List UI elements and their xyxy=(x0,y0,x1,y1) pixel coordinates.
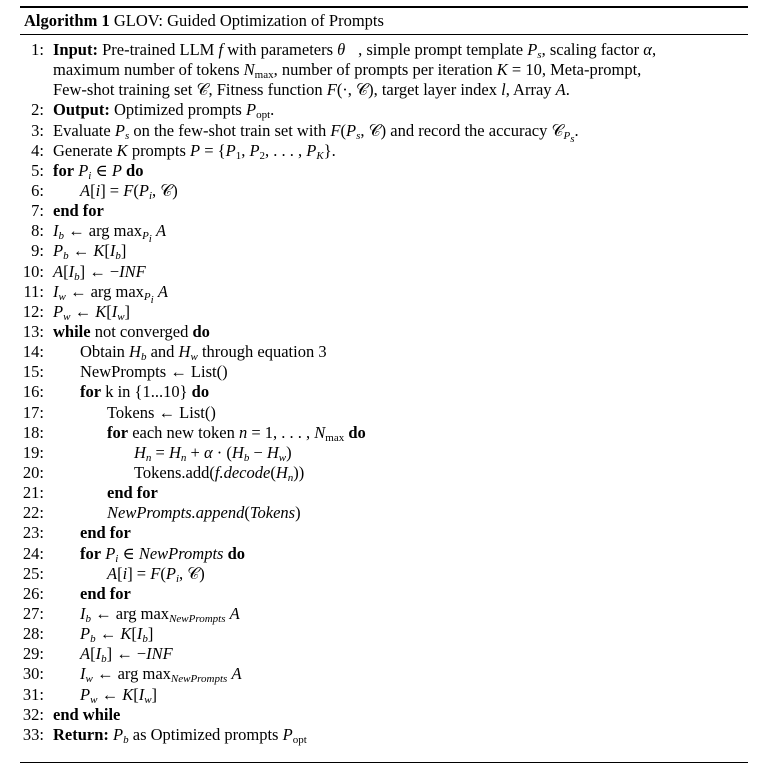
line-content: $Tokens.add(f.decode(H_n))$ xyxy=(134,462,305,484)
algorithm-line xyxy=(0,523,778,543)
algorithm-line xyxy=(0,100,778,120)
line-number: 8: xyxy=(31,221,44,241)
line-content: $I_w$ ← arg $\max_{NewPrompts} A$ xyxy=(80,664,242,686)
line-content: $P_w$ ← $K[I_w]$ xyxy=(80,684,158,706)
algorithm-line xyxy=(0,382,778,402)
line-content: NewPrompts.append(Tokens) xyxy=(107,503,301,523)
line-number: 22: xyxy=(22,503,44,523)
algorithm-line xyxy=(0,685,778,705)
algorithm-line xyxy=(0,423,778,443)
algorithm-label: Algorithm 1 xyxy=(24,11,110,30)
line-content: end for xyxy=(80,583,131,603)
algorithm-line xyxy=(0,342,778,362)
algorithm-line xyxy=(0,281,778,306)
line-content: end for xyxy=(80,523,131,543)
algorithm-line xyxy=(0,503,778,523)
algorithm-line xyxy=(0,141,778,161)
line-number: 32: xyxy=(22,704,44,724)
line-content: $I_b$ ← arg $\max_{P_i} A$ xyxy=(53,221,167,246)
line-content: Generate K prompts $P = \{P_1$, $P_2$, . . . , $P_K$}. xyxy=(53,140,336,162)
line-number: 18: xyxy=(22,422,44,442)
line-content: $I_w$ ← arg $\max_{P_i} A$ xyxy=(53,281,168,306)
algorithm-line xyxy=(0,644,778,664)
algorithm-line xyxy=(0,544,778,564)
line-number: 16: xyxy=(22,382,44,402)
algorithm-line xyxy=(0,463,778,483)
line-number: 33: xyxy=(22,724,44,744)
algorithm-line xyxy=(0,564,778,584)
line-number: 10: xyxy=(22,261,44,281)
line-content: Evaluate $P_s$ on the few-shot train set with $F(P_s$, 𝒞) and record the accuracy 𝒞$_{P_s}$. xyxy=(53,120,579,145)
algorithm-line xyxy=(0,60,778,80)
algorithm-line xyxy=(0,624,778,644)
line-content: end while xyxy=(53,704,121,724)
line-content: $A[I_b]$ ← −INF xyxy=(53,261,146,283)
algorithm-line xyxy=(0,181,778,201)
algorithm-line xyxy=(0,604,778,624)
line-number: 28: xyxy=(22,624,44,644)
line-number: 19: xyxy=(22,442,44,462)
line-number: 14: xyxy=(22,342,44,362)
line-number: 11: xyxy=(23,281,44,301)
algorithm-line xyxy=(0,40,778,60)
line-number: 29: xyxy=(22,644,44,664)
line-number: 4: xyxy=(31,140,44,160)
algorithm-line xyxy=(0,483,778,503)
top-rule xyxy=(20,6,748,8)
line-number: 6: xyxy=(31,180,44,200)
algorithm-line xyxy=(0,120,778,145)
line-content: end for xyxy=(107,483,158,503)
algorithm-line xyxy=(0,80,778,100)
algorithm-title: GLOV: Guided Optimization of Prompts xyxy=(113,11,384,30)
line-content: $A[I_b]$ ← −INF xyxy=(80,644,173,666)
algorithm-line xyxy=(0,201,778,221)
line-content: for k in {1...10} do xyxy=(80,382,210,402)
line-number: 13: xyxy=(22,321,44,341)
line-number: 12: xyxy=(22,301,44,321)
line-number: 3: xyxy=(31,120,44,140)
line-number: 24: xyxy=(22,543,44,563)
line-content: Input: Pre-trained LLM f with parameters θ⃗, simple prompt template $P_s$, scaling factor α, xyxy=(53,40,657,61)
algorithm-line xyxy=(0,221,778,246)
line-number: 15: xyxy=(22,362,44,382)
algorithm-line xyxy=(0,725,778,745)
algorithm-line xyxy=(0,262,778,282)
bottom-rule xyxy=(20,762,748,763)
algorithm-line xyxy=(0,443,778,463)
line-content: for each new token n = 1, . . . , $N_{max}$ do xyxy=(107,422,366,444)
line-number: 21: xyxy=(22,483,44,503)
algorithm-line xyxy=(0,664,778,684)
algorithm-line xyxy=(0,705,778,725)
algorithm-caption xyxy=(24,11,384,31)
algorithm-line xyxy=(0,302,778,322)
line-content: Tokens ← List() xyxy=(107,402,216,422)
line-content: while not converged do xyxy=(53,321,210,341)
line-number: 9: xyxy=(31,241,44,261)
line-number: 20: xyxy=(22,462,44,482)
line-number: 1: xyxy=(31,40,44,59)
line-number: 2: xyxy=(31,100,44,120)
line-content: Few-shot training set 𝒞, Fitness function F(·, 𝒞), target layer index l, Array A. xyxy=(53,80,570,100)
line-content: $H_n = H_n + \alpha \cdot (H_b - H_w)$ xyxy=(134,442,292,464)
algorithm-line xyxy=(0,584,778,604)
line-content: Obtain $H_b$ and $H_w$ through equation 3 xyxy=(80,342,327,364)
line-content: maximum number of tokens $N_{max}$, number of prompts per iteration K = 10, Meta-prompt, xyxy=(53,60,642,82)
line-number: 27: xyxy=(22,603,44,623)
line-content: $P_b$ ← $K[I_b]$ xyxy=(53,241,127,263)
line-content: Output: Optimized prompts $P_{opt}$. xyxy=(53,100,275,122)
line-number: 30: xyxy=(22,664,44,684)
line-content: $A[i] = F(P_i$, 𝒞) xyxy=(107,563,205,585)
line-number: 17: xyxy=(22,402,44,422)
line-number: 31: xyxy=(22,684,44,704)
caption-rule xyxy=(20,34,748,35)
algorithm-line xyxy=(0,403,778,423)
line-content: for $P_i$ ∈ NewPrompts do xyxy=(80,543,246,565)
line-content: $I_b$ ← arg $\max_{NewPrompts} A$ xyxy=(80,603,240,625)
line-content: NewPrompts ← List() xyxy=(80,362,228,382)
algorithm-line xyxy=(0,241,778,261)
algorithm-line xyxy=(0,322,778,342)
line-number: 23: xyxy=(22,523,44,543)
line-content: $A[i] = F(P_i$, 𝒞) xyxy=(80,180,178,202)
algorithm-body xyxy=(0,40,778,745)
line-number: 7: xyxy=(31,201,44,221)
line-content: for $P_i$ ∈ P do xyxy=(53,160,144,182)
line-number: 5: xyxy=(31,160,44,180)
algorithm-line xyxy=(0,161,778,181)
line-content: $P_b$ ← $K[I_b]$ xyxy=(80,624,154,646)
algorithm-line xyxy=(0,362,778,382)
line-number: 25: xyxy=(22,563,44,583)
line-number: 26: xyxy=(22,583,44,603)
line-content: $P_w$ ← $K[I_w]$ xyxy=(53,301,131,323)
line-content: end for xyxy=(53,201,104,221)
line-content: Return: $P_b$ as Optimized prompts $P_{opt}$ xyxy=(53,724,307,746)
